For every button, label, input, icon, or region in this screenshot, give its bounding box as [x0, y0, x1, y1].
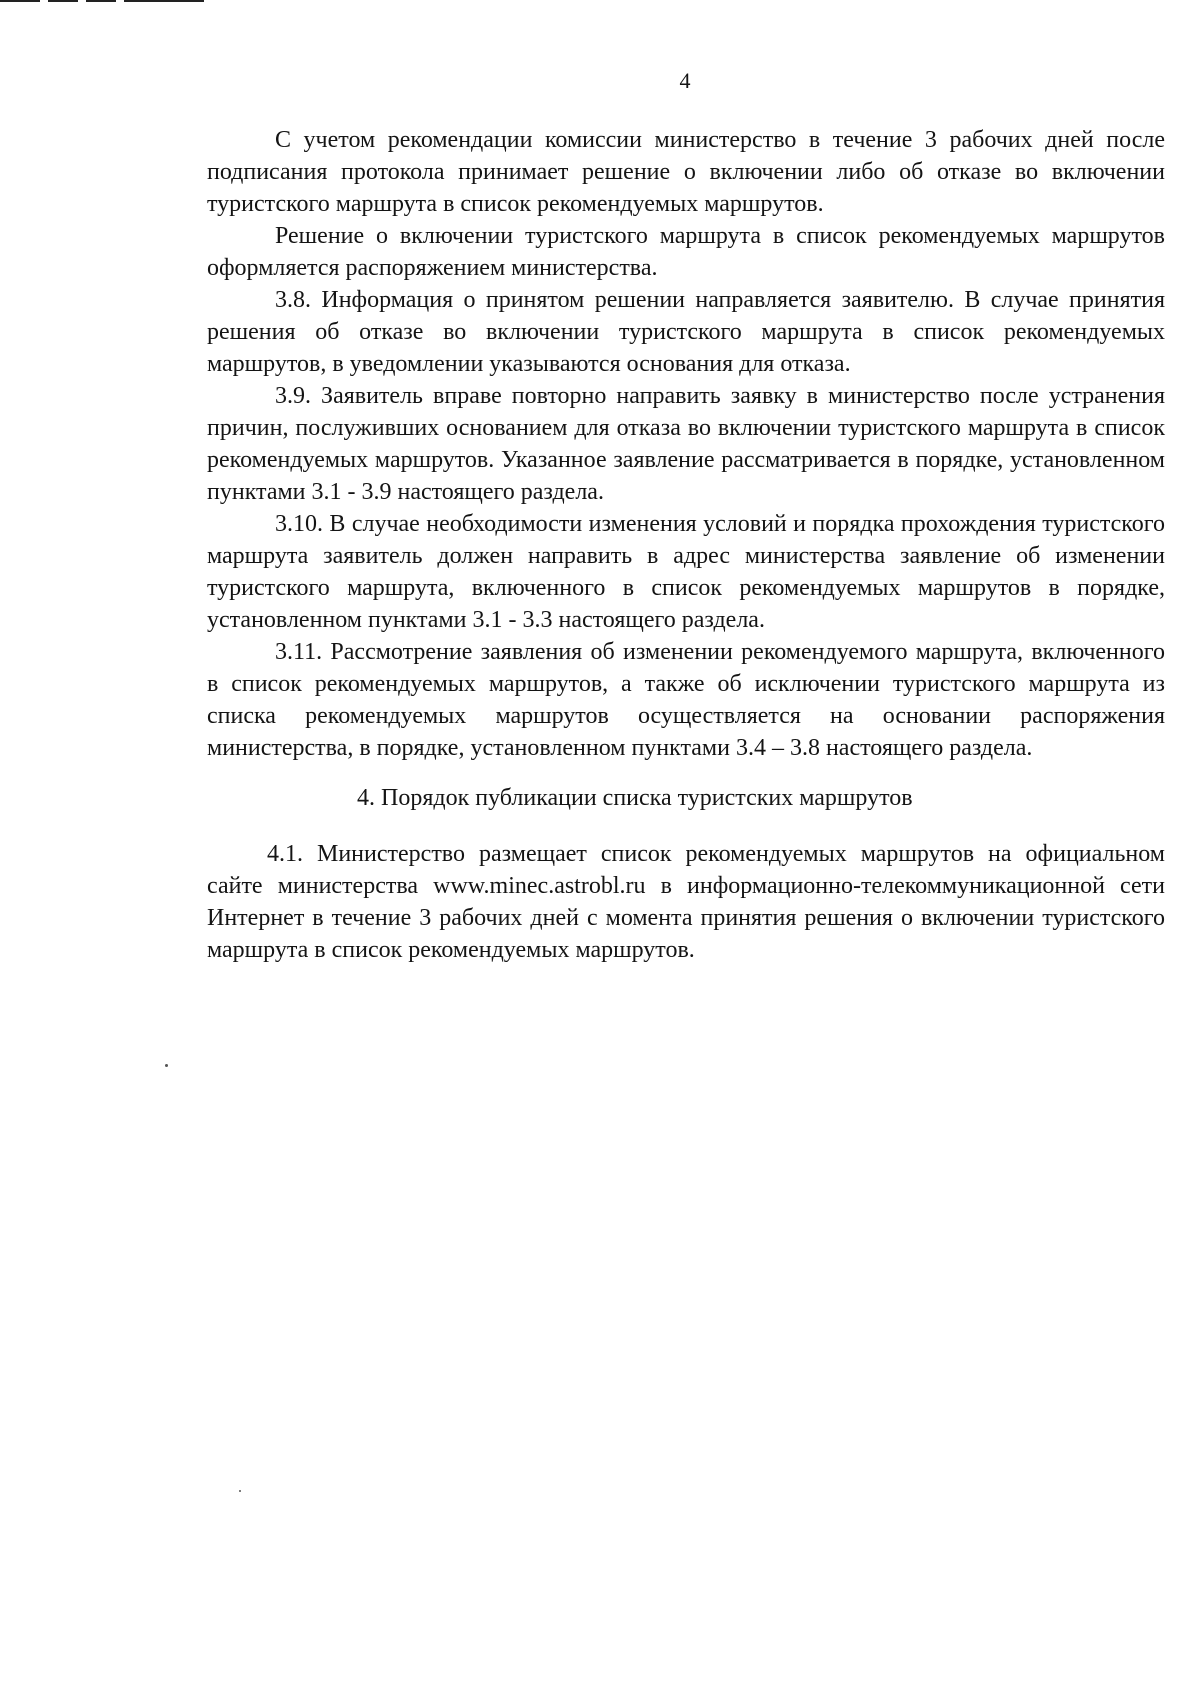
- section-heading-4: 4. Порядок публикации списка туристских маршрутов: [357, 785, 913, 811]
- paragraph-3-8: 3.8. Информация о принятом решении направляется заявителю. В случае принятия решения об отказе во включении туристского маршрута в список рекомендуемых маршрутов, в уведомлении указываются основания для отказа.: [207, 287, 1165, 377]
- paragraph-3-10: 3.10. В случае необходимости изменения условий и порядка прохождения туристского маршрута заявитель должен направить в адрес министерства заявление об изменении туристского маршрута, включенного в список рекомендуемых маршрутов в порядке, установленном пунктами 3.1 - 3.3 настоящего раздела.: [207, 511, 1165, 633]
- document-body: [207, 124, 1165, 966]
- paragraph-3-11: 3.11. Рассмотрение заявления об изменении рекомендуемого маршрута, включенного в список рекомендуемых маршрутов, а также об исключении туристского маршрута из списка рекомендуемых маршрутов осуществляется на основании распоряжения министерства, в порядке, установленном пунктами 3.4 – 3.8 настоящего раздела.: [207, 639, 1165, 761]
- paragraph-4-1: 4.1. Министерство размещает список рекомендуемых маршрутов на официальном сайте министерства www.minec.astrobl.ru в информационно-телекоммуникационной сети Интернет в течение 3 рабочих дней с момента принятия решения о включении туристского маршрута в список рекомендуемых маршрутов.: [207, 841, 1165, 963]
- scan-artifact-lines: [0, 0, 210, 4]
- paragraph-commission-decision: С учетом рекомендации комиссии министерство в течение 3 рабочих дней после подписания протокола принимает решение о включении либо об отказе во включении туристского маршрута в список рекомендуемых маршрутов.: [207, 127, 1165, 217]
- paragraph-decision-order: Решение о включении туристского маршрута в список рекомендуемых маршрутов оформляется распоряжением министерства.: [207, 223, 1165, 281]
- scan-speck: [239, 1490, 241, 1492]
- scan-speck: [165, 1064, 168, 1067]
- page-number: 4: [679, 68, 691, 93]
- paragraph-3-9: 3.9. Заявитель вправе повторно направить заявку в министерство после устранения причин, послуживших основанием для отказа во включении туристского маршрута в список рекомендуемых маршрутов. Указанное заявление рассматривается в порядке, установленном пунктами 3.1 - 3.9 настоящего раздела.: [207, 383, 1165, 505]
